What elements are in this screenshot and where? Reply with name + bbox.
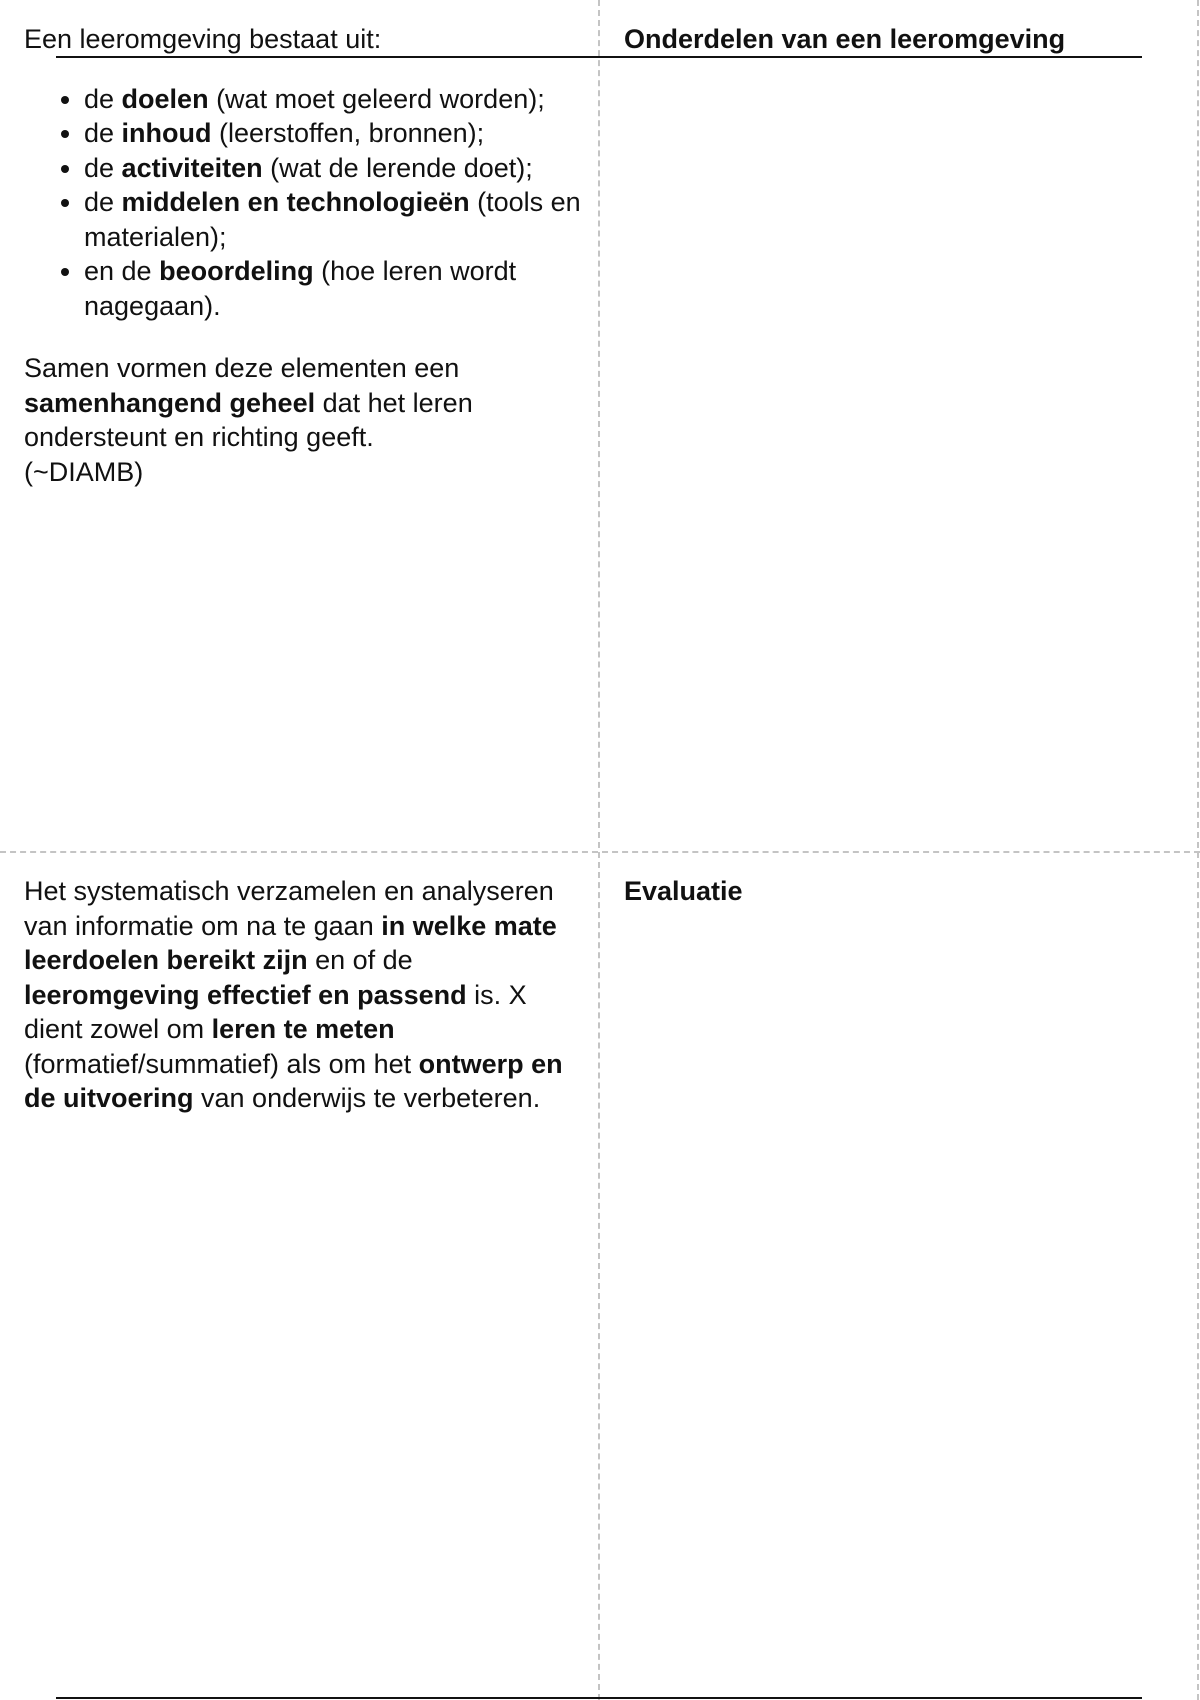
card-1-back: Onderdelen van een leeromgeving: [624, 24, 1066, 54]
list-item: • de activiteiten (wat de lerende doet);: [84, 151, 584, 186]
list-item: • de middelen en technologieën (tools en materialen);: [84, 185, 584, 254]
card-1-front: [24, 22, 584, 489]
right-edge-divider: [1197, 0, 1199, 1700]
card-1-summary: Samen vormen deze elementen een samenhangend geheel dat het leren ondersteunt en richting geeft.: [24, 353, 473, 452]
bottom-rule: [56, 1697, 1142, 1699]
column-divider: [598, 0, 600, 1700]
list-item: • de doelen (wat moet geleerd worden);: [84, 82, 584, 117]
card-1-list: [24, 82, 584, 324]
list-item: • de inhoud (leerstoffen, bronnen);: [84, 116, 584, 151]
card-row-divider: [0, 851, 1200, 853]
list-item: • en de beoordeling (hoe leren wordt nagegaan).: [84, 254, 584, 323]
card-1-intro: Een leeromgeving bestaat uit:: [24, 24, 382, 54]
card-2-back: Evaluatie: [624, 876, 743, 906]
card-1-note: (~DIAMB): [24, 456, 144, 487]
card-2-front: [24, 874, 584, 1116]
card-2-definition: Het systematisch verzamelen en analyseren van informatie om na te gaan in welke mate leerdoelen bereikt zijn en of de leeromgeving effectief en passend is. X dient zowel om leren te meten (formatief/summatief) als om het ontwerp en de uitvoering van onderwijs te verbeteren.: [24, 876, 563, 1113]
